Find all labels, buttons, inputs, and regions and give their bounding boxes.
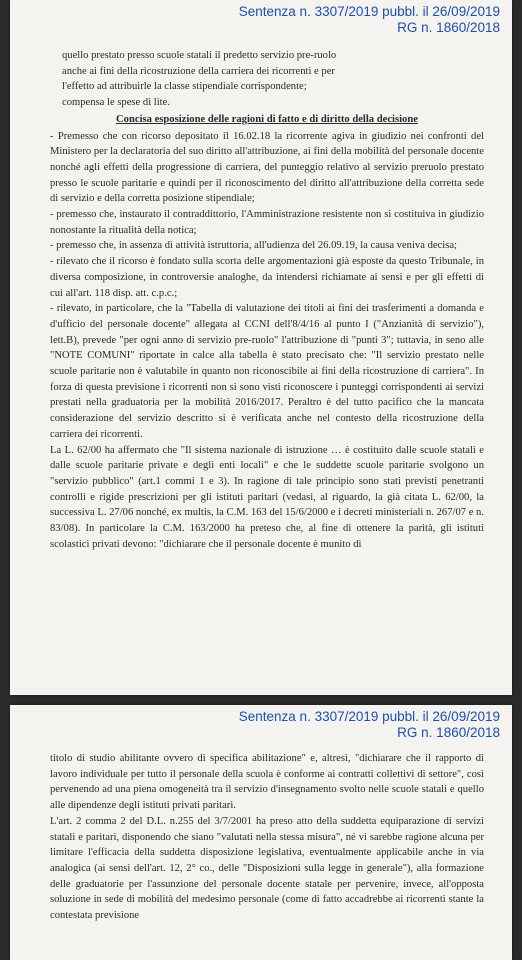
paragraph: quello prestato presso scuole statali il predetto servizio pre-ruolo <box>62 50 337 61</box>
document-page-2 <box>10 705 512 960</box>
sentence-stamp <box>239 709 500 741</box>
stamp-rg-number: RG n. 1860/2018 <box>397 725 500 740</box>
sentence-stamp <box>239 4 500 36</box>
stamp-rg-number: RG n. 1860/2018 <box>397 20 500 35</box>
page-2-body <box>50 751 484 924</box>
paragraph: La L. 62/00 ha affermato che "Il sistema nazionale di istruzione … è costituito dalle scuole statali e dalle scuole paritarie private e degli enti locali" e che le suddette scuole paritarie svolgono un "servizio pubblico" (art.1 commi 1 e 3). In ragione di tale principio sono stati previsti penetranti controlli e rigide prescrizioni per gli istituti paritari (vedasi, al riguardo, la già citata L. 62/00, la successiva L. 27/06 nonché, ex multis, la C.M. 163 del 15/6/2000 e i decreti ministeriali n. 267/07 e n. 83/08). In particolare la C.M. 163/2000 ha preteso che, al fine di ottenere la parità, gli istituti scolastici privati devono: "dichiarare che il personale docente è munito di <box>50 444 484 550</box>
paragraph: anche ai fini della ricostruzione della carriera dei ricorrenti e per <box>62 65 335 77</box>
paragraph: - premesso che, in assenza di attività istruttoria, all'udienza del 26.09.19, la causa veniva decisa; <box>50 240 457 252</box>
stamp-sentence-number: Sentenza n. 3307/2019 pubbl. il 26/09/2019 <box>238 4 500 19</box>
paragraph: - rilevato, in particolare, che la "Tabella di valutazione dei titoli ai fini dei trasferimenti a domanda e d'ufficio del personale docente" allegata al CCNI dell'8/4/16 al punto I ("Anzianità di servizio"), lett.B), prevede "per ogni anno di servizio pre-ruolo" l'attribuzione di "punti 3"; tuttavia, in seno alle "NOTE COMUNI" riportate in calce alla tabella è stato precisato che: "Il servizio prestato nelle scuole paritarie non è valutabile in quanto non riconoscibile ai fini della ricostruzione di carriera". In forza di questa previsione i ricorrenti non si sono visti riconoscere i punteggi corrispondenti ai servizi prestati nella graduatoria per la mobilità 2016/2017. Peraltro è del tutto pacifico che la mancata considerazione del servizio descritto si è verificata anche nel contesto della ricostruzione della carriera dei ricorrenti. <box>50 303 484 440</box>
paragraph: - premesso che, instaurato il contraddittorio, l'Amministrazione resistente non si costituiva in giudizio nonostante la ritualità della notica; <box>50 209 484 236</box>
paragraph: compensa le spese di lite. <box>62 97 170 109</box>
paragraph: - rilevato che il ricorso è fondato sulla scorta delle argomentazioni già esposte da questo Tribunale, in diversa composizione, in controversie analoghe, da intendersi richiamate ai sensi e per gli effetti di cui all'art. 118 disp. att. c.p.c.; <box>50 256 484 299</box>
section-heading: Concisa esposizione delle ragioni di fatto e di diritto della decisione <box>116 113 418 125</box>
stamp-sentence-number: Sentenza n. 3307/2019 pubbl. il 26/09/2019 <box>238 709 500 724</box>
paragraph: L'art. 2 comma 2 del D.L. n.255 del 3/7/2001 ha preso atto della suddetta equiparazione di servizi statali e paritari, disponendo che siano "valutati nella stessa misura", né vi sarebbe ragione alcuna per limitare l'efficacia della suddetta disposizione legislativa, eventualmente applicabile anche in via analogica (ai sensi dell'art. 12, 2° co., delle "Disposizioni sulla legge in generale"), alla formazione delle graduatorie per l'assunzione del personale docente statale per pervenire, invece, all'opposta soluzione in sede di mobilità del medesimo personale (come di fatto accadrebbe ai ricorrenti stante la contestata previsione <box>50 815 484 922</box>
paragraph: l'effetto ad attribuirle la classe stipendiale corrispondente; <box>62 81 307 93</box>
paragraph: titolo di studio abilitante ovvero di specifica abilitazione" e, altresì, "dichiarare che il rapporto di lavoro individuale per tutto il personale della scuola è conforme ai contratti collettivi di settore", così pervenendo ad una piena omogeneità tra il servizio d'insegnamento svolto nelle scuole statali e quello alle dipendenze degli istituti privati paritari. <box>50 753 484 812</box>
paragraph: - Premesso che con ricorso depositato il 16.02.18 la ricorrente agiva in giudizio nei confronti del Ministero per la declaratoria del suo diritto all'attribuzione, ai fini della mobilità del personale docente nonché agli effetti della progressione di carriera, del punteggio relativo al servizio preruolo prestato presso le scuole paritarie e quindi per il riconoscimento del diritto all'attribuzione della corretta sede di servizio e della corretta posizione stipendiale; <box>50 130 484 205</box>
page-1-body <box>50 48 484 553</box>
document-page-1 <box>10 0 512 695</box>
